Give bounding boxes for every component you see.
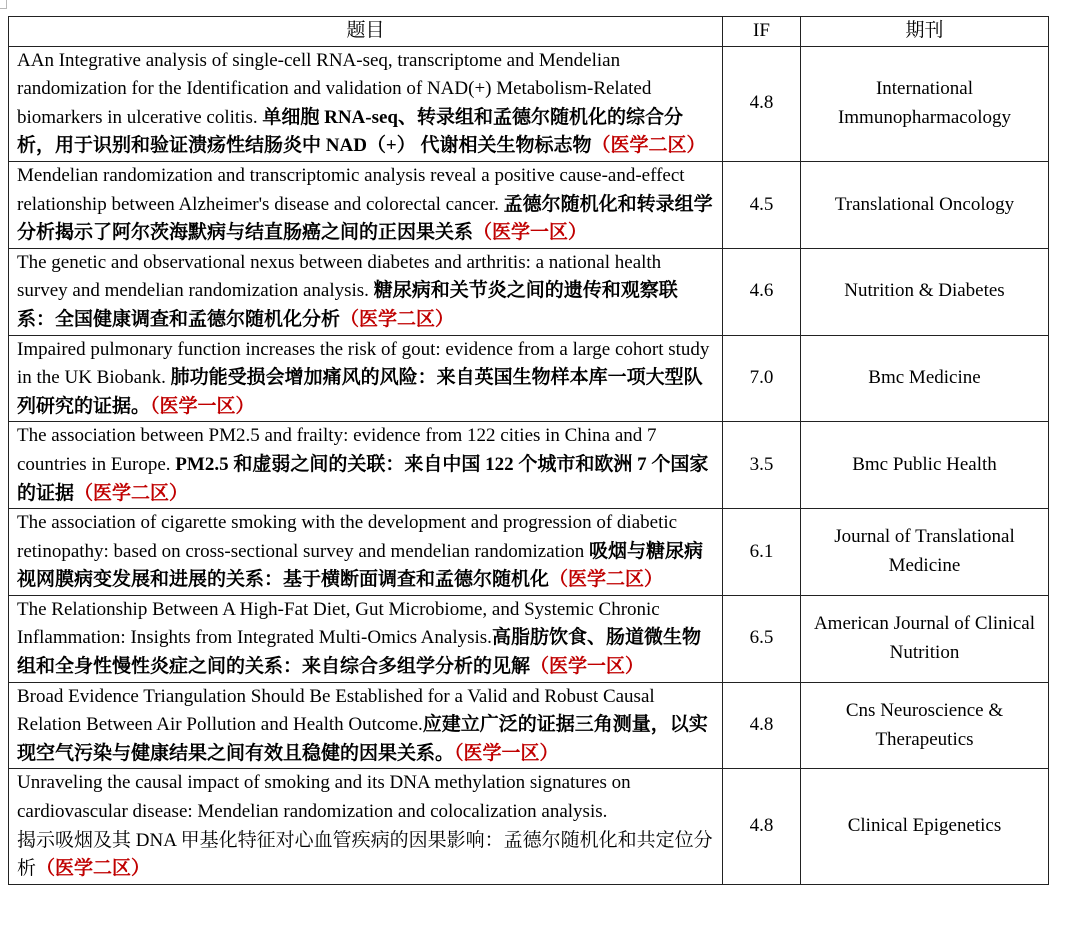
title-cell bbox=[9, 769, 723, 884]
table-row bbox=[9, 161, 1049, 248]
impact-factor-cell: 4.5 bbox=[723, 161, 801, 248]
impact-factor-cell: 4.8 bbox=[723, 682, 801, 769]
impact-factor-cell: 6.1 bbox=[723, 509, 801, 596]
zone-label: （医学一区） bbox=[530, 656, 645, 678]
zone-label: （医学二区） bbox=[36, 858, 151, 880]
title-chinese: 吸烟与糖尿病视网膜病变发展和进展的关系：基于横断面调查和孟德尔随机化 bbox=[17, 540, 703, 591]
journal-cell: International Immunopharmacology bbox=[801, 46, 1049, 161]
header-row bbox=[9, 17, 1049, 47]
table-row bbox=[9, 769, 1049, 884]
impact-factor-cell: 4.8 bbox=[723, 769, 801, 884]
impact-factor-cell: 6.5 bbox=[723, 595, 801, 682]
title-english: Mendelian randomization and transcriptomic analysis reveal a positive cause-and-effect relationship between Alzheimer's disease and colorectal cancer. bbox=[17, 164, 685, 215]
title-chinese: 揭示吸烟及其 DNA 甲基化特征对心血管疾病的因果影响：孟德尔随机化和共定位分析 bbox=[17, 829, 713, 880]
title-chinese: 孟德尔随机化和转录组学分析揭示了阿尔茨海默病与结直肠癌之间的正因果关系 bbox=[17, 193, 713, 244]
title-english: The association of cigarette smoking with the development and progression of diabetic retinopathy: based on cross-sectional survey and mendelian randomization bbox=[17, 512, 678, 562]
title-chinese: 糖尿病和关节炎之间的遗传和观察联系：全国健康调查和孟德尔随机化分析 bbox=[17, 280, 678, 330]
impact-factor-cell: 7.0 bbox=[723, 335, 801, 422]
zone-label: （医学一区） bbox=[473, 222, 588, 244]
title-english: Impaired pulmonary function increases the risk of gout: evidence from a large cohort study in the UK Biobank. bbox=[17, 338, 710, 389]
journal-cell: Bmc Medicine bbox=[801, 335, 1049, 422]
title-cell bbox=[9, 422, 723, 509]
zone-label: （医学二区） bbox=[591, 135, 706, 157]
journal-cell: Clinical Epigenetics bbox=[801, 769, 1049, 884]
table-row bbox=[9, 422, 1049, 509]
title-cell bbox=[9, 248, 723, 335]
title-cell bbox=[9, 682, 723, 769]
table-row bbox=[9, 509, 1049, 596]
table-row bbox=[9, 46, 1049, 161]
title-english: The association between PM2.5 and frailty: evidence from 122 cities in China and 7 countries in Europe. bbox=[17, 425, 657, 475]
title-chinese: 应建立广泛的证据三角测量，以实现空气污染与健康结果之间有效且稳健的因果关系。 bbox=[17, 714, 708, 764]
zone-label: （医学二区） bbox=[549, 569, 664, 591]
title-chinese: PM2.5 和虚弱之间的关联：来自中国 122 个城市和欧洲 7 个国家的证据 bbox=[17, 453, 709, 504]
header-impact-factor: IF bbox=[723, 17, 801, 47]
journal-cell: Cns Neuroscience & Therapeutics bbox=[801, 682, 1049, 769]
table-row bbox=[9, 595, 1049, 682]
table-row bbox=[9, 682, 1049, 769]
title-chinese: 单细胞 RNA-seq、转录组和孟德尔随机化的综合分析，用于识别和验证溃疡性结肠炎中 NAD（+） 代谢相关生物标志物 bbox=[17, 106, 683, 157]
page-corner-mark bbox=[0, 0, 7, 9]
impact-factor-cell: 4.8 bbox=[723, 46, 801, 161]
title-chinese: 高脂肪饮食、肠道微生物组和全身性慢性炎症之间的关系：来自综合多组学分析的见解 bbox=[17, 627, 701, 678]
title-english: AAn Integrative analysis of single-cell RNA-seq, transcriptome and Mendelian randomization for the Identification and validation of NAD(+) Metabolism-Related biomarkers in ulcerative colitis. bbox=[17, 49, 652, 128]
title-chinese: 肺功能受损会增加痛风的风险：来自英国生物样本库一项大型队列研究的证据。 bbox=[17, 367, 703, 417]
title-cell bbox=[9, 161, 723, 248]
table-row bbox=[9, 335, 1049, 422]
journal-cell: Nutrition & Diabetes bbox=[801, 248, 1049, 335]
title-cell bbox=[9, 46, 723, 161]
title-cell bbox=[9, 509, 723, 596]
zone-label: （医学二区） bbox=[74, 482, 189, 504]
header-title: 题目 bbox=[9, 17, 723, 47]
table-body bbox=[9, 46, 1049, 884]
zone-label: （医学一区） bbox=[454, 742, 559, 764]
journal-cell: Translational Oncology bbox=[801, 161, 1049, 248]
table-header bbox=[9, 17, 1049, 47]
table-row bbox=[9, 248, 1049, 335]
zone-label: （医学一区） bbox=[150, 395, 255, 417]
journal-cell: Journal of Translational Medicine bbox=[801, 509, 1049, 596]
title-english: The genetic and observational nexus between diabetes and arthritis: a national health survey and mendelian randomization analysis. bbox=[17, 251, 662, 302]
impact-factor-cell: 3.5 bbox=[723, 422, 801, 509]
papers-table bbox=[8, 16, 1049, 885]
title-english: The Relationship Between A High-Fat Diet, Gut Microbiome, and Systemic Chronic Inflammation: Insights from Integrated Multi-Omics Analysis. bbox=[17, 598, 660, 649]
journal-cell: American Journal of Clinical Nutrition bbox=[801, 595, 1049, 682]
title-cell bbox=[9, 335, 723, 422]
title-english: Broad Evidence Triangulation Should Be Established for a Valid and Robust Causal Relation Between Air Pollution and Health Outcome. bbox=[17, 685, 655, 736]
title-cell bbox=[9, 595, 723, 682]
impact-factor-cell: 4.6 bbox=[723, 248, 801, 335]
title-english: Unraveling the causal impact of smoking and its DNA methylation signatures on cardiovascular disease: Mendelian randomization and colocalization analysis. bbox=[17, 772, 631, 823]
zone-label: （医学二区） bbox=[340, 308, 455, 330]
journal-cell: Bmc Public Health bbox=[801, 422, 1049, 509]
header-journal: 期刊 bbox=[801, 17, 1049, 47]
